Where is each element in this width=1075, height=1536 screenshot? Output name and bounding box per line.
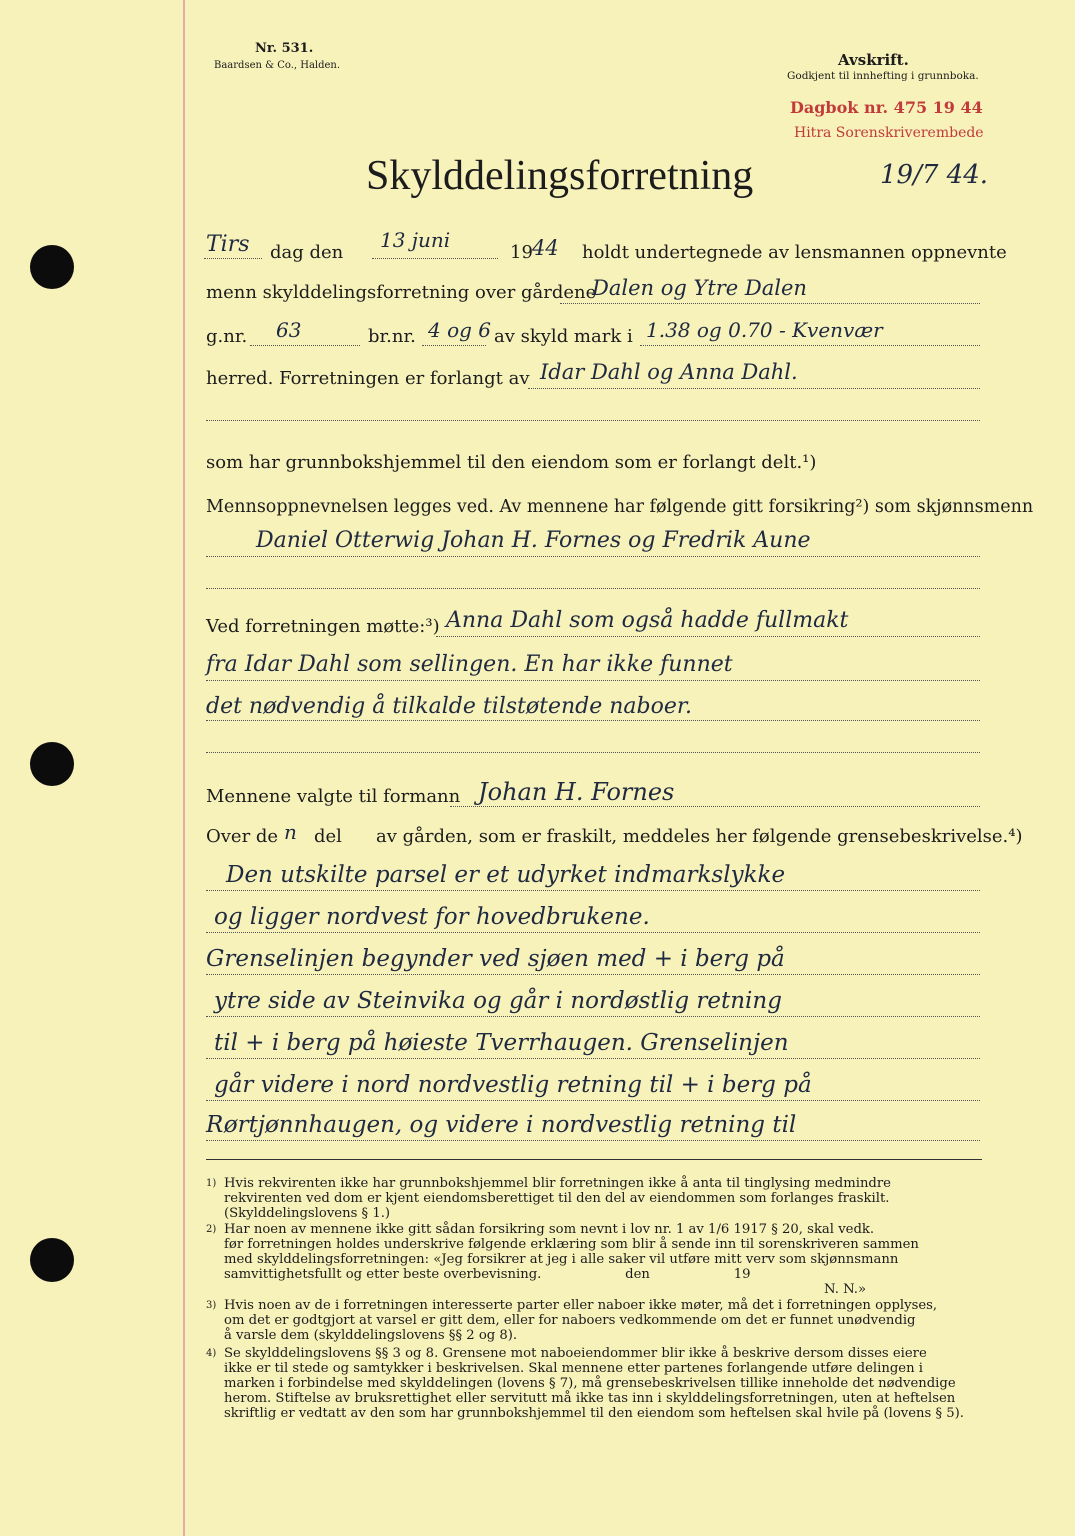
margin-rule [183, 0, 185, 1536]
footnote-line: Hvis rekvirenten ikke har grunnbokshjemmel blir forretningen ikke å anta til tinglysing medmindre [224, 1176, 891, 1191]
label-brnr: br.nr. [368, 326, 416, 347]
label-men: menn skylddelingsforretning over gårdene [206, 282, 597, 303]
farms-entry: Dalen og Ytre Dalen [592, 276, 807, 300]
boundary-line-2: og ligger nordvest for hovedbrukene. [214, 904, 650, 930]
footnote-number: 4) [206, 1348, 217, 1359]
label-gnr: g.nr. [206, 326, 248, 347]
gnr-entry: 63 [276, 318, 302, 342]
year-entry: 44 [532, 236, 559, 260]
footnote-number: 2) [206, 1224, 217, 1235]
label-present: Ved forretningen møtte:³) [206, 616, 440, 637]
chairman-entry: Johan H. Fornes [478, 778, 675, 806]
publisher: Baardsen & Co., Halden. [214, 60, 341, 71]
label-day: dag den [270, 242, 344, 263]
registration-date: 19/7 44. [880, 160, 988, 190]
boundary-line-4: ytre side av Steinvika og går i nordøstlig retning [214, 988, 782, 1014]
footnote-3 [206, 1298, 982, 1343]
punch-hole [30, 742, 74, 786]
footnote-line: å varsle dem (skylddelingslovens §§ 2 og 8). [224, 1328, 518, 1343]
label-over: Over de [206, 826, 279, 847]
form-number: Nr. 531. [255, 41, 314, 56]
present-entry-3: det nødvendig å tilkalde tilstøtende naboer. [206, 694, 692, 719]
document-title: Skylddelingsforretning [366, 153, 754, 199]
label-boundary: av gården, som er fraskilt, meddeles her følgende grensebeskrivelse.⁴) [376, 826, 1023, 847]
footnote-line: (Skylddelingslovens § 1.) [224, 1206, 391, 1221]
footnote-line: ikke er til stede og samtykker i beskrivelsen. Skal mennene etter partenes forlangende utføre delingen i [224, 1361, 924, 1376]
present-entry-1: Anna Dahl som også hadde fullmakt [446, 608, 849, 633]
footnote-line: samvittighetsfullt og etter beste overbevisning. den 19 [224, 1267, 751, 1282]
boundary-line-5: til + i berg på høieste Tverrhaugen. Grenselinjen [214, 1030, 789, 1056]
footnote-line: rekvirenten ved dom er kjent eiendomsberettiget til den del av eiendommen som forlanges fraskilt. [224, 1191, 890, 1206]
label-herred: herred. Forretningen er forlangt av [206, 368, 530, 389]
brnr-entry: 4 og 6 [428, 318, 492, 342]
year-prefix: 19 [510, 242, 533, 263]
footnote-4 [206, 1346, 982, 1421]
boundary-line-1: Den utskilte parsel er et udyrket indmarkslykke [226, 862, 786, 888]
label-skyld: av skyld mark i [494, 326, 633, 347]
boundary-line-6: går videre i nord nordvestlig retning til + i berg på [214, 1072, 812, 1098]
punch-hole [30, 1238, 74, 1282]
footnote-line: Se skylddelingslovens §§ 3 og 8. Grensene mot naboeiendommer blir ikke å beskrive dersom disses eiere [224, 1346, 927, 1361]
over-entry: n [284, 820, 297, 844]
label-title-holder: som har grunnbokshjemmel til den eiendom som er forlangt delt.¹) [206, 452, 817, 473]
label-part: del [314, 826, 342, 847]
copy-label: Avskrift. [838, 51, 909, 69]
requested-by-entry: Idar Dahl og Anna Dahl. [540, 360, 798, 384]
punch-hole [30, 245, 74, 289]
label-appointment: Mennsoppnevnelsen legges ved. Av mennene har følgende gitt forsikring²) som skjønnsmenn [206, 497, 1034, 517]
footnote-line: om det er godtgjort at varsel er gitt dem, eller for naboers vedkommende om det er funnet unødvendig [224, 1313, 916, 1328]
footnote-1 [206, 1176, 982, 1221]
footnote-2 [206, 1222, 982, 1297]
date-entry: 13 juni [380, 228, 451, 252]
label-held: holdt undertegnede av lensmannen oppnevnte [582, 242, 1007, 263]
present-entry-2: fra Idar Dahl som sellingen. En har ikke funnet [206, 652, 733, 677]
footnote-line: herom. Stiftelse av bruksrettighet eller servitutt må ikke tas inn i skylddelingsforretningen, uten at heftelsen [224, 1391, 956, 1406]
footnote-signature: N. N.» [824, 1282, 867, 1297]
footnote-number: 1) [206, 1178, 217, 1189]
boundary-line-7: Rørtjønnhaugen, og videre i nordvestlig retning til [206, 1112, 797, 1138]
footnote-number: 3) [206, 1300, 217, 1311]
footnote-line: marken i forbindelse med skylddelingen (lovens § 7), må grensebeskrivelsen tillike inneholde det nødvendige [224, 1376, 956, 1391]
journal-stamp: Dagbok nr. 475 19 44 [790, 98, 983, 117]
approved-note: Godkjent til innhefting i grunnboka. [787, 70, 979, 82]
boundary-line-3: Grenselinjen begynder ved sjøen med + i berg på [206, 946, 785, 972]
footnote-line: skriftlig er vedtatt av den som har grunnbokshjemmel til den eiendom som heftelsen skal hvile på (lovens § 5). [224, 1406, 964, 1421]
footnote-line: med skylddelingsforretningen: «Jeg forsikrer at jeg i alle saker vil utføre mitt verv som skjønnsmann [224, 1252, 899, 1267]
footnote-line: Hvis noen av de i forretningen interesserte parter eller naboer ikke møter, må det i forretningen opplyses, [224, 1298, 938, 1313]
footnote-line: før forretningen holdes underskrive følgende erklæring som blir å sende inn til sorenskriveren sammen [224, 1237, 919, 1252]
appraisers-entry: Daniel Otterwig Johan H. Fornes og Fredrik Aune [256, 528, 811, 553]
footnote-line: Har noen av mennene ikke gitt sådan forsikring som nevnt i lov nr. 1 av 1/6 1917 § 20, skal vedk. [224, 1222, 875, 1237]
court-stamp: Hitra Sorenskriverembede [794, 125, 984, 141]
label-chairman: Mennene valgte til formann [206, 786, 461, 807]
footnote-rule [206, 1159, 982, 1160]
weekday-entry: Tirs [206, 232, 250, 257]
skyld-entry: 1.38 og 0.70 - Kvenvær [646, 318, 883, 342]
